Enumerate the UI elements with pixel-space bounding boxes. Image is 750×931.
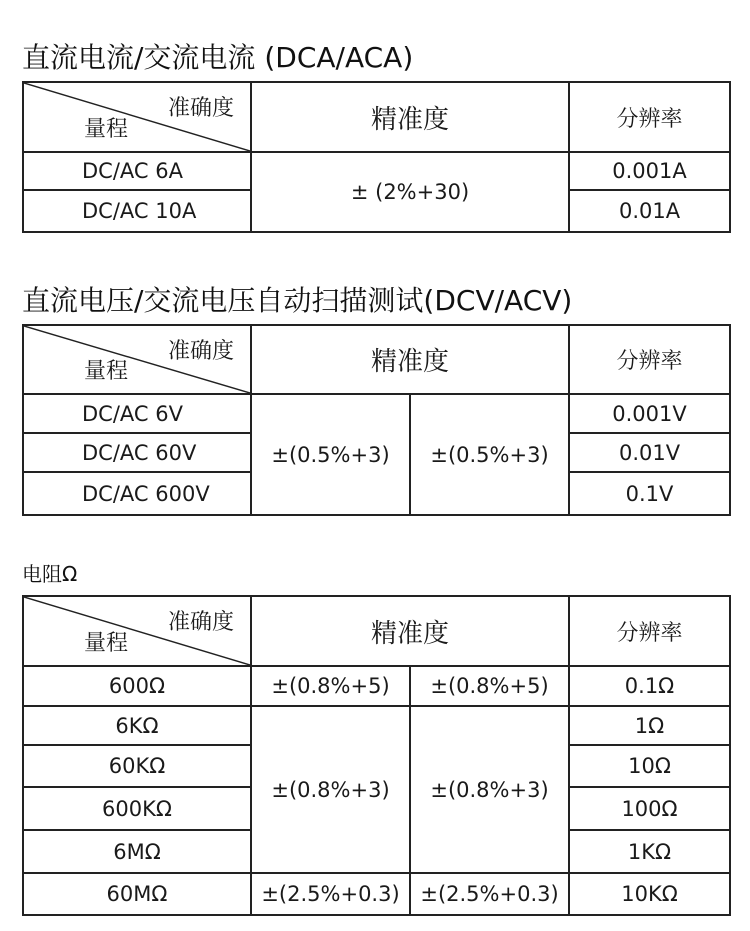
- current-spec-table: [22, 81, 731, 233]
- precision-cell: ±(0.5%+3): [251, 394, 410, 515]
- precision-cell: ±(0.8%+3): [251, 706, 410, 873]
- precision-header: 精准度: [251, 596, 569, 666]
- range-label: 量程: [84, 631, 129, 656]
- section-title-voltage: 直流电压/交流电压自动扫描测试(DCV/ACV): [22, 284, 573, 317]
- resolution-cell: 1KΩ: [569, 830, 730, 873]
- table-row: [23, 706, 730, 745]
- resolution-cell: 1Ω: [569, 706, 730, 745]
- resolution-cell: 0.01A: [569, 190, 730, 232]
- range-cell: 6KΩ: [23, 706, 251, 745]
- range-label: 量程: [84, 359, 129, 384]
- table-header-row: [23, 596, 730, 666]
- precision-cell: ±(0.8%+5): [251, 666, 410, 706]
- resolution-cell: 10Ω: [569, 745, 730, 787]
- accuracy-label: 准确度: [167, 339, 234, 364]
- resolution-cell: 0.1V: [569, 472, 730, 515]
- precision-cell: ±(0.5%+3): [410, 394, 569, 515]
- resolution-cell: 10KΩ: [569, 873, 730, 915]
- resolution-header: 分辨率: [569, 596, 730, 666]
- table-header-row: [23, 325, 730, 394]
- resolution-header: 分辨率: [569, 82, 730, 152]
- range-cell: 6MΩ: [23, 830, 251, 873]
- accuracy-label: 准确度: [167, 96, 234, 121]
- resolution-header: 分辨率: [569, 325, 730, 394]
- table-row: [23, 873, 730, 915]
- diagonal-header-cell: [23, 596, 251, 666]
- precision-header: 精准度: [251, 82, 569, 152]
- resolution-cell: 0.01V: [569, 433, 730, 472]
- range-cell: DC/AC 10A: [23, 190, 251, 232]
- range-cell: DC/AC 60V: [23, 433, 251, 472]
- precision-cell: ±(0.8%+5): [410, 666, 569, 706]
- accuracy-label: 准确度: [167, 610, 234, 635]
- precision-cell: ±(2.5%+0.3): [251, 873, 410, 915]
- section-title-current: 直流电流/交流电流 (DCA/ACA): [22, 41, 414, 74]
- resolution-cell: 0.1Ω: [569, 666, 730, 706]
- diagonal-header-cell: [23, 82, 251, 152]
- table-row: [23, 152, 730, 190]
- diagonal-header-cell: [23, 325, 251, 394]
- resolution-cell: 100Ω: [569, 787, 730, 830]
- resolution-cell: 0.001V: [569, 394, 730, 433]
- range-cell: 600KΩ: [23, 787, 251, 830]
- precision-cell: ±(2.5%+0.3): [410, 873, 569, 915]
- range-cell: 60KΩ: [23, 745, 251, 787]
- table-row: [23, 394, 730, 433]
- range-cell: DC/AC 6A: [23, 152, 251, 190]
- table-row: [23, 666, 730, 706]
- section-title-resistance: 电阻Ω: [22, 562, 78, 586]
- resolution-cell: 0.001A: [569, 152, 730, 190]
- range-cell: DC/AC 600V: [23, 472, 251, 515]
- precision-cell: ±(0.8%+3): [410, 706, 569, 873]
- range-label: 量程: [84, 117, 129, 142]
- voltage-spec-table: [22, 324, 731, 516]
- range-cell: 600Ω: [23, 666, 251, 706]
- range-cell: DC/AC 6V: [23, 394, 251, 433]
- table-header-row: [23, 82, 730, 152]
- resistance-spec-table: [22, 595, 731, 916]
- precision-header: 精准度: [251, 325, 569, 394]
- precision-cell: ± (2%+30): [251, 152, 569, 232]
- range-cell: 60MΩ: [23, 873, 251, 915]
